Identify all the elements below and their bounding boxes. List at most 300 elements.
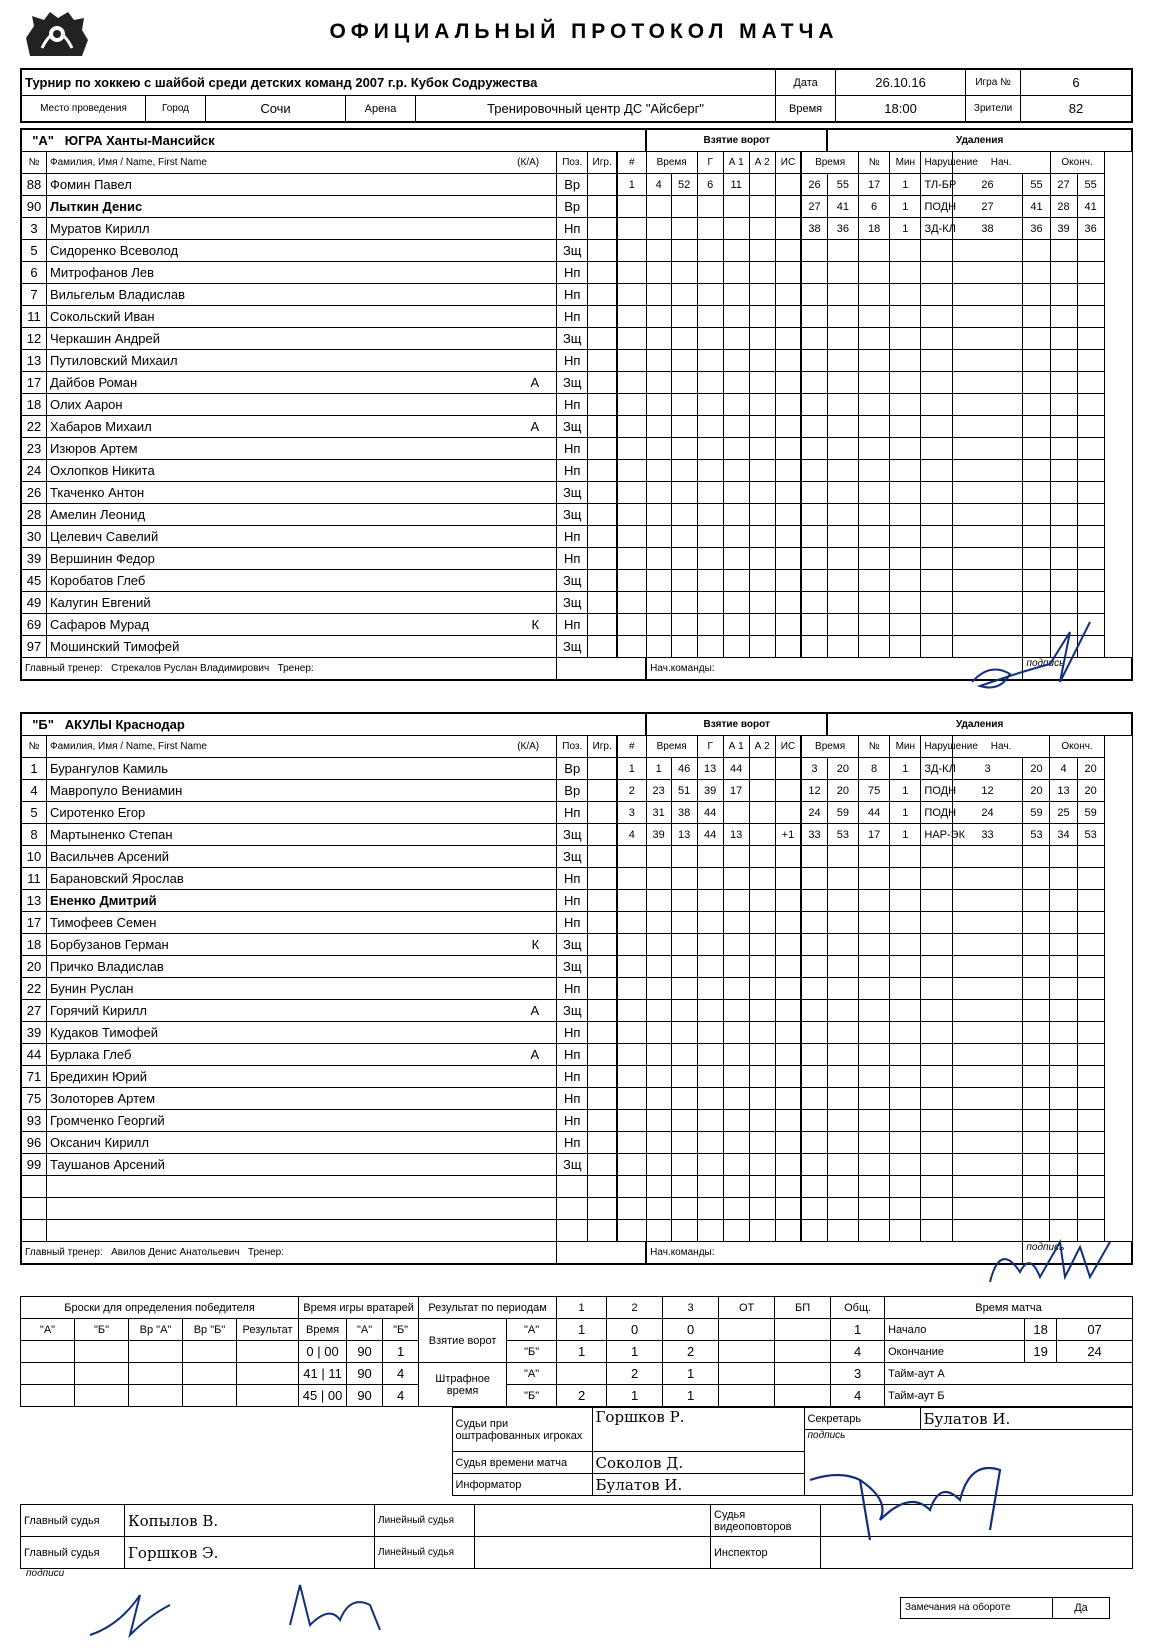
col-pen-end: Оконч. — [1050, 736, 1104, 758]
player-name: Барановский Ярослав — [49, 871, 184, 886]
pen-start-sec — [1023, 1022, 1050, 1044]
pen-end-sec — [1077, 978, 1104, 1000]
team-name: ЮГРА Ханты-Мансийск — [64, 133, 215, 148]
goal-scorer — [697, 1022, 723, 1044]
pen-start-sec — [1023, 350, 1050, 372]
goal-minute: 4 — [646, 174, 671, 196]
player-row — [22, 416, 1132, 438]
pen-minutes — [890, 460, 921, 482]
coach-label: Тренер: — [247, 1247, 284, 1258]
goal-minute — [646, 262, 671, 284]
player-played — [588, 802, 617, 824]
player-row — [22, 1176, 1132, 1198]
player-number: 12 — [22, 328, 47, 350]
player-row — [22, 328, 1132, 350]
pen-second — [827, 1110, 858, 1132]
pen-second — [827, 394, 858, 416]
pen-minute — [801, 1198, 827, 1220]
spectators: 82 — [1021, 96, 1132, 122]
goal-assist-1: 44 — [723, 758, 749, 780]
pen-end-sec — [1077, 1198, 1104, 1220]
player-number: 18 — [22, 934, 47, 956]
shootout-col-result: Результат — [237, 1319, 299, 1341]
goals-a-p2: 0 — [607, 1319, 663, 1341]
pen-violation — [921, 240, 952, 262]
goal-second — [671, 394, 697, 416]
goal-assist-1 — [723, 482, 749, 504]
goal-situation — [775, 1132, 801, 1154]
period-3-header: 3 — [663, 1297, 719, 1319]
pen-start-sec — [1023, 1066, 1050, 1088]
player-name: Олих Аарон — [49, 397, 123, 412]
col-goal-scorer: Г — [697, 152, 723, 174]
goal-scorer — [697, 636, 723, 658]
player-number: 1 — [22, 758, 47, 780]
head-coach-label: Главный тренер: — [25, 663, 103, 674]
teamA-title — [22, 130, 647, 152]
player-name-cell — [46, 1000, 556, 1022]
player-name: Бредихин Юрий — [49, 1069, 147, 1084]
goal-scorer — [697, 1066, 723, 1088]
player-name: Вершинин Федор — [49, 551, 155, 566]
pen-start-min: 3 — [952, 758, 1023, 780]
pen-end-min — [1050, 262, 1077, 284]
goal-second — [671, 570, 697, 592]
player-position: Нп — [557, 1044, 588, 1066]
pen-start-min — [952, 912, 1023, 934]
goal-situation — [775, 372, 801, 394]
pen-minute — [801, 504, 827, 526]
goal-minute — [646, 890, 671, 912]
player-name: Муратов Кирилл — [49, 221, 150, 236]
col-pos: Поз. — [557, 152, 588, 174]
goal-assist-1 — [723, 592, 749, 614]
player-name: Васильчев Арсений — [49, 849, 169, 864]
player-row — [22, 934, 1132, 956]
team-chief-label: Нач.команды: — [646, 658, 1023, 680]
goal-number — [617, 956, 646, 978]
pen-end-min — [1050, 372, 1077, 394]
player-played — [588, 1198, 617, 1220]
player-name: Охлопков Никита — [49, 463, 155, 478]
pen-second: 41 — [827, 196, 858, 218]
pen-end-min — [1050, 1132, 1077, 1154]
pen-end-sec — [1077, 284, 1104, 306]
pen-end-min — [1050, 284, 1077, 306]
pen-end-sec — [1077, 934, 1104, 956]
player-name-cell — [46, 460, 556, 482]
goal-assist-2 — [749, 592, 775, 614]
goal-assist-1 — [723, 438, 749, 460]
pen-start-min — [952, 460, 1023, 482]
player-name-cell — [46, 868, 556, 890]
pen-end-min — [1050, 240, 1077, 262]
goal-situation — [775, 1022, 801, 1044]
goal-number — [617, 1066, 646, 1088]
player-name-cell — [46, 196, 556, 218]
pen-start-min — [952, 306, 1023, 328]
goal-second: 38 — [671, 802, 697, 824]
goal-situation — [775, 934, 801, 956]
goal-assist-1 — [723, 1022, 749, 1044]
pen-end-sec — [1077, 504, 1104, 526]
pen-end-min — [1050, 1088, 1077, 1110]
goal-assist-2 — [749, 846, 775, 868]
player-position: Нп — [557, 306, 588, 328]
pen-start-min — [952, 846, 1023, 868]
player-played — [588, 438, 617, 460]
goals-a-p1: 1 — [557, 1319, 607, 1341]
goal-assist-1 — [723, 890, 749, 912]
pen-minutes — [890, 912, 921, 934]
player-played — [588, 934, 617, 956]
pen-minutes — [890, 1066, 921, 1088]
pen-violation — [921, 1066, 952, 1088]
player-name: Лыткин Денис — [49, 199, 143, 214]
goal-minute — [646, 306, 671, 328]
goal-minute — [646, 1110, 671, 1132]
goal-second — [671, 350, 697, 372]
pen-minutes — [890, 956, 921, 978]
player-played — [588, 636, 617, 658]
col-assist-2: А 2 — [749, 152, 775, 174]
pen-minute — [801, 1022, 827, 1044]
pen-end-min: 34 — [1050, 824, 1077, 846]
player-position: Зщ — [557, 482, 588, 504]
pen-start-sec — [1023, 372, 1050, 394]
col-assist-1: А 1 — [723, 152, 749, 174]
pen-minutes — [890, 394, 921, 416]
pen-minute — [801, 636, 827, 658]
overtime-header: ОТ — [719, 1297, 775, 1319]
pen-start-min — [952, 1088, 1023, 1110]
player-name: Целевич Савелий — [49, 529, 159, 544]
goal-second: 46 — [671, 758, 697, 780]
pen-violation — [921, 504, 952, 526]
timekeeper-label: Судья времени матча — [452, 1452, 592, 1474]
remarks-box — [900, 1597, 1110, 1619]
pen-end-min — [1050, 350, 1077, 372]
pen-start-min — [952, 868, 1023, 890]
player-name-cell — [46, 592, 556, 614]
goal-second — [671, 196, 697, 218]
arena-label: Арена — [346, 96, 416, 122]
coach-cell — [22, 1242, 557, 1264]
col-pen-time: Время — [801, 736, 858, 758]
goal-minute — [646, 394, 671, 416]
pen-violation — [921, 636, 952, 658]
goal-assist-2 — [749, 328, 775, 350]
pen-violation — [921, 262, 952, 284]
goal-situation: +1 — [775, 824, 801, 846]
player-played — [588, 1088, 617, 1110]
goal-second — [671, 614, 697, 636]
pen-minute: 3 — [801, 758, 827, 780]
player-number: 99 — [22, 1154, 47, 1176]
goal-situation — [775, 218, 801, 240]
pen-player — [858, 1000, 889, 1022]
goal-situation — [775, 570, 801, 592]
pen-end-min — [1050, 306, 1077, 328]
page-title: ОФИЦИАЛЬНЫЙ ПРОТОКОЛ МАТЧА — [329, 20, 839, 43]
player-name: Борбузанов Герман — [49, 937, 169, 952]
pen-second — [827, 240, 858, 262]
period-1-header: 1 — [557, 1297, 607, 1319]
player-name-cell — [46, 780, 556, 802]
pen-minute — [801, 306, 827, 328]
pen-second — [827, 592, 858, 614]
col-pen-start: Нач. — [952, 152, 1050, 174]
goal-second — [671, 1088, 697, 1110]
pen-start-min — [952, 570, 1023, 592]
goal-assist-2 — [749, 1000, 775, 1022]
inspector-label: Инспектор — [711, 1537, 821, 1569]
goal-minute — [646, 1198, 671, 1220]
col-no: № — [22, 736, 47, 758]
pen-start-min — [952, 1132, 1023, 1154]
player-position: Зщ — [557, 592, 588, 614]
player-name-cell — [46, 912, 556, 934]
player-row — [22, 846, 1132, 868]
goalie-a: 90 — [347, 1363, 383, 1385]
player-row — [22, 1110, 1132, 1132]
pen-start-min — [952, 240, 1023, 262]
player-row — [22, 1044, 1132, 1066]
goal-number — [617, 592, 646, 614]
goal-scorer — [697, 1176, 723, 1198]
pen-start-min — [952, 1110, 1023, 1132]
pen-violation — [921, 868, 952, 890]
player-position: Зщ — [557, 846, 588, 868]
pen-start-sec — [1023, 1176, 1050, 1198]
pim-b-label: "Б" — [507, 1385, 557, 1407]
goals-b-total: 4 — [831, 1341, 885, 1363]
goal-assist-1 — [723, 218, 749, 240]
pen-end-min — [1050, 1044, 1077, 1066]
goal-assist-2 — [749, 174, 775, 196]
player-position: Зщ — [557, 328, 588, 350]
goal-assist-2 — [749, 780, 775, 802]
player-played — [588, 956, 617, 978]
goals-b-p3: 2 — [663, 1341, 719, 1363]
pen-violation: НАР-ЭК — [921, 824, 952, 846]
goal-assist-1 — [723, 416, 749, 438]
goal-second — [671, 240, 697, 262]
player-name-cell — [46, 758, 556, 780]
player-name-cell — [46, 1044, 556, 1066]
player-position: Зщ — [557, 416, 588, 438]
pen-end-min — [1050, 570, 1077, 592]
goal-number — [617, 240, 646, 262]
pen-minutes — [890, 1022, 921, 1044]
pen-end-sec — [1077, 394, 1104, 416]
pen-player — [859, 262, 890, 284]
shootout-col-b: "Б" — [75, 1319, 129, 1341]
pim-a-p1 — [557, 1363, 607, 1385]
timeout-b-label: Тайм-аут Б — [885, 1385, 1133, 1407]
team-b-block — [20, 712, 1133, 1265]
player-played — [588, 372, 617, 394]
player-name-cell — [46, 1176, 556, 1198]
pen-minute — [801, 394, 827, 416]
goal-situation — [775, 614, 801, 636]
pen-end-sec — [1077, 1088, 1104, 1110]
arena: Тренировочный центр ДС "Айсберг" — [416, 96, 776, 122]
player-row — [22, 350, 1132, 372]
pen-minutes — [890, 482, 921, 504]
player-played — [588, 1154, 617, 1176]
pim-b-p3: 1 — [663, 1385, 719, 1407]
goal-minute — [646, 868, 671, 890]
pen-player: 17 — [858, 824, 889, 846]
player-row — [22, 780, 1132, 802]
goal-assist-1 — [723, 934, 749, 956]
col-ka: (К/А) — [517, 741, 540, 752]
player-played — [588, 504, 617, 526]
goal-number — [617, 438, 646, 460]
goal-minute — [646, 846, 671, 868]
pen-start-min — [952, 394, 1023, 416]
team-chief-label: Нач.команды: — [646, 1242, 1023, 1264]
team-letter: "Б" — [32, 717, 54, 732]
player-name: Путиловский Михаил — [49, 353, 178, 368]
pen-minutes — [890, 934, 921, 956]
goalie-time: 41 | 11 — [299, 1363, 347, 1385]
player-played — [588, 1176, 617, 1198]
pen-violation: ПОДН — [921, 802, 952, 824]
pen-minute — [801, 934, 827, 956]
player-position: Нп — [557, 1088, 588, 1110]
goal-assist-2 — [749, 306, 775, 328]
goal-second — [671, 912, 697, 934]
pen-minute — [801, 978, 827, 1000]
goal-number — [617, 394, 646, 416]
goal-minute — [646, 416, 671, 438]
goal-assist-2 — [749, 1154, 775, 1176]
goal-number — [617, 350, 646, 372]
pen-start-min — [952, 1000, 1023, 1022]
pen-violation — [921, 978, 952, 1000]
pen-start-sec — [1023, 912, 1050, 934]
pen-minutes — [890, 890, 921, 912]
goal-assist-2 — [749, 350, 775, 372]
goal-assist-1 — [723, 802, 749, 824]
goals-b-so — [775, 1341, 831, 1363]
player-number: 69 — [22, 614, 47, 636]
goal-second — [671, 284, 697, 306]
pen-minute — [801, 482, 827, 504]
pen-second — [827, 868, 858, 890]
shootout-header: БП — [775, 1297, 831, 1319]
player-row — [22, 1132, 1132, 1154]
time-label: Время — [776, 96, 836, 122]
city-label: Город — [146, 96, 206, 122]
player-played — [588, 978, 617, 1000]
player-played — [588, 614, 617, 636]
player-name: Сиротенко Егор — [49, 805, 146, 820]
player-number: 7 — [22, 284, 47, 306]
pen-player — [859, 284, 890, 306]
pen-player — [859, 548, 890, 570]
player-row — [22, 890, 1132, 912]
player-name: Мавропуло Вениамин — [49, 783, 183, 798]
pen-minute — [801, 1220, 827, 1242]
goal-second — [671, 306, 697, 328]
player-row — [22, 482, 1132, 504]
pen-end-min — [1050, 526, 1077, 548]
player-number: 96 — [22, 1132, 47, 1154]
goal-assist-1 — [723, 328, 749, 350]
pen-minutes — [890, 328, 921, 350]
pen-start-sec — [1023, 328, 1050, 350]
pen-second — [827, 890, 858, 912]
col-assist-1: А 1 — [723, 736, 749, 758]
goal-second — [671, 504, 697, 526]
period-2-header: 2 — [607, 1297, 663, 1319]
player-position: Нп — [557, 802, 588, 824]
pen-minute — [801, 416, 827, 438]
pen-minutes: 1 — [890, 218, 921, 240]
pen-minutes — [890, 1198, 921, 1220]
pen-start-sec — [1023, 284, 1050, 306]
col-goal-num: # — [617, 736, 646, 758]
game-number-label: Игра № — [966, 70, 1021, 96]
pen-end-sec — [1077, 1176, 1104, 1198]
signature-label: подпись — [1023, 658, 1132, 680]
goal-number — [617, 1220, 646, 1242]
pen-start-min: 24 — [952, 802, 1023, 824]
pen-second — [827, 1088, 858, 1110]
player-position: Зщ — [557, 504, 588, 526]
pen-violation — [921, 1110, 952, 1132]
player-position: Нп — [557, 1066, 588, 1088]
player-row — [22, 802, 1132, 824]
player-name: Бурлака Глеб — [49, 1047, 132, 1062]
goal-number: 1 — [617, 758, 646, 780]
teamB-title — [22, 714, 647, 736]
pen-end-min: 13 — [1050, 780, 1077, 802]
pen-end-min — [1050, 416, 1077, 438]
player-name: Сокольский Иван — [49, 309, 155, 324]
coach-label: Тренер: — [277, 663, 314, 674]
pen-minutes: 1 — [890, 174, 921, 196]
player-number: 22 — [22, 978, 47, 1000]
player-played — [588, 482, 617, 504]
pen-end-min — [1050, 1176, 1077, 1198]
pen-end-sec: 20 — [1077, 780, 1104, 802]
pen-player — [859, 526, 890, 548]
goal-minute — [646, 570, 671, 592]
goal-number — [617, 1110, 646, 1132]
player-role: А — [530, 1003, 540, 1018]
pen-start-sec — [1023, 548, 1050, 570]
player-role: А — [530, 1047, 540, 1062]
pen-end-sec: 59 — [1077, 802, 1104, 824]
remarks-value: Да — [1074, 1602, 1088, 1614]
goal-number — [617, 1154, 646, 1176]
goal-minute — [646, 284, 671, 306]
goal-assist-2 — [749, 1110, 775, 1132]
goal-minute — [646, 1044, 671, 1066]
pen-player — [858, 1066, 889, 1088]
pen-second — [827, 636, 858, 658]
goalie-a: 90 — [347, 1341, 383, 1363]
player-played — [588, 592, 617, 614]
goal-assist-1 — [723, 526, 749, 548]
goal-number — [617, 1198, 646, 1220]
goal-assist-1 — [723, 1154, 749, 1176]
goal-number — [617, 934, 646, 956]
